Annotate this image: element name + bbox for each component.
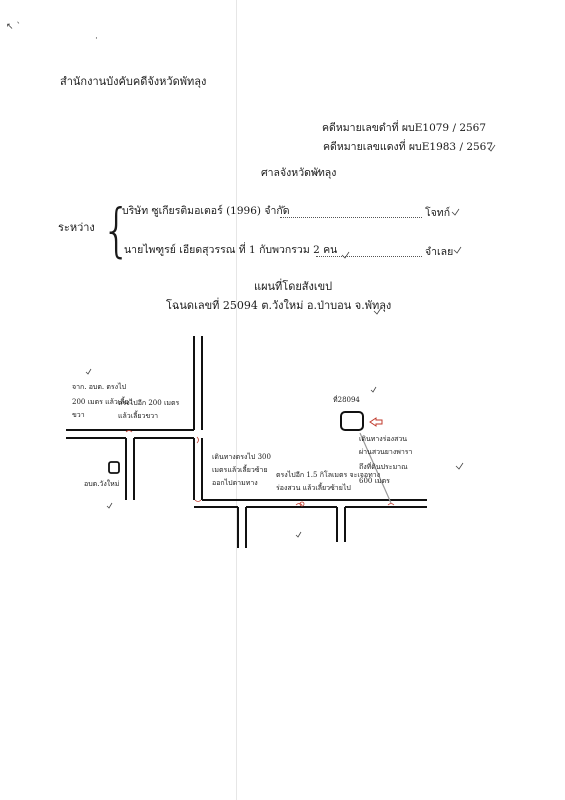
- map-label: เดินทางตรงไป 300: [212, 453, 271, 461]
- map-title: แผนที่โดยสังเขป: [254, 280, 333, 293]
- map-label: เมตรแล้วเลี้ยวซ้าย: [212, 466, 268, 474]
- map-label: จาก. อบต. ตรงไป: [72, 383, 127, 391]
- defendant-name: นายไพฑูรย์ เอียดสุวรรณ ที่ 1 กับพวกรวม 2 คน: [124, 244, 338, 256]
- plaintiff-role: โจทก์: [425, 207, 451, 219]
- map-label: ออกไปตามทาง: [212, 479, 258, 487]
- brace-icon: {: [101, 196, 132, 264]
- court-name: ศาลจังหวัดพัทลุง: [261, 167, 337, 179]
- plaintiff-name: บริษัท ซูเกียรติมอเตอร์ (1996) จำกัด: [122, 205, 290, 217]
- map-label: เดินทางร่องสวน: [359, 435, 408, 443]
- office-label: อบต.วังใหม่: [84, 480, 120, 488]
- office-building-icon: [109, 462, 119, 473]
- black-case-number: คดีหมายเลขดำที่ ผบE1079 / 2567: [322, 122, 487, 134]
- map-label: 600 เมตร: [359, 477, 390, 485]
- office-name: สำนักงานบังคับคดีจังหวัดพัทลุง: [60, 75, 207, 88]
- scan-mark: ·: [95, 34, 98, 44]
- between-label: ระหว่าง: [58, 221, 95, 234]
- map-label: ตรงไปอีก 200 เมตร: [118, 399, 180, 407]
- map-label: ขวา: [72, 411, 85, 419]
- deed-info: โฉนดเลขที่ 25094 ต.วังใหม่ อ.ป่าบอน จ.พัทลุง: [166, 299, 392, 312]
- map-label: ถึงที่ดินประมาณ: [359, 463, 408, 471]
- land-plot-icon: [341, 412, 363, 430]
- red-case-number: คดีหมายเลขแดงที่ ผบE1983 / 2567: [323, 141, 494, 153]
- direction-arrow-icon: [370, 418, 382, 426]
- scan-mark: ↖ `: [6, 22, 21, 32]
- map-label: แล้วเลี้ยวขวา: [118, 412, 159, 420]
- plot-label: ที่28094: [333, 396, 360, 404]
- map-label: ตรงไปอีก 1.5 กิโลเมตร จะเจอทาง: [276, 471, 381, 479]
- defendant-role: จำเลย: [425, 246, 454, 258]
- map-label: 200 เมตร แล้วเลี้ยว: [72, 398, 133, 406]
- map-label: ร่องสวน แล้วเลี้ยวซ้ายไป: [276, 484, 351, 492]
- map-label: ผ่านสวนยางพารา: [359, 448, 413, 456]
